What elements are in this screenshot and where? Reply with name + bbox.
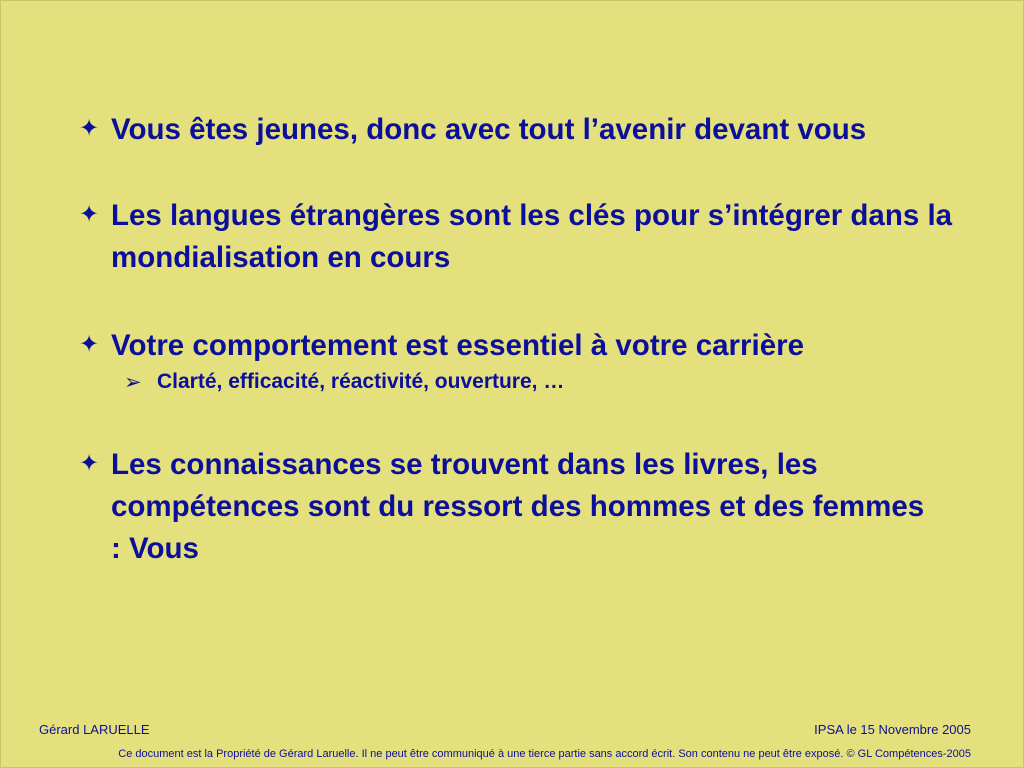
bullet-item: [77, 444, 977, 570]
four-point-star-icon: ✦: [79, 115, 100, 142]
bullet-text: Votre comportement est essentiel à votre carrière: [111, 329, 804, 362]
bullet-text: Vous êtes jeunes, donc avec tout l’avenir devant vous: [111, 113, 867, 146]
bullet-text: Les langues étrangères sont les clés pour s’intégrer dans la mondialisation en cours: [111, 199, 953, 274]
bullet-item: [77, 325, 977, 367]
four-point-star-icon: ✦: [79, 450, 100, 477]
bullet-item: [77, 195, 977, 279]
footer-event: IPSA le 15 Novembre 2005: [814, 722, 971, 737]
sub-bullet-item: [124, 367, 977, 397]
sub-bullet-text: Clarté, efficacité, réactivité, ouverture, …: [157, 370, 565, 393]
footer-copyright-notice: Ce document est la Propriété de Gérard Laruelle. Il ne peut être communiqué à une tierce partie sans accord écrit. Son contenu ne peut être exposé. © GL Compétences-2005: [118, 748, 971, 760]
four-point-star-icon: ✦: [79, 331, 100, 358]
footer-author: Gérard LARUELLE: [39, 722, 150, 737]
four-point-star-icon: ✦: [79, 201, 100, 228]
bullet-list: [77, 109, 977, 570]
bullet-item: [77, 109, 977, 151]
bullet-text: Les connaissances se trouvent dans les livres, les compétences sont du ressort des hommes et des femmes : Vous: [111, 448, 925, 565]
arrowhead-icon: ➢: [124, 371, 142, 394]
